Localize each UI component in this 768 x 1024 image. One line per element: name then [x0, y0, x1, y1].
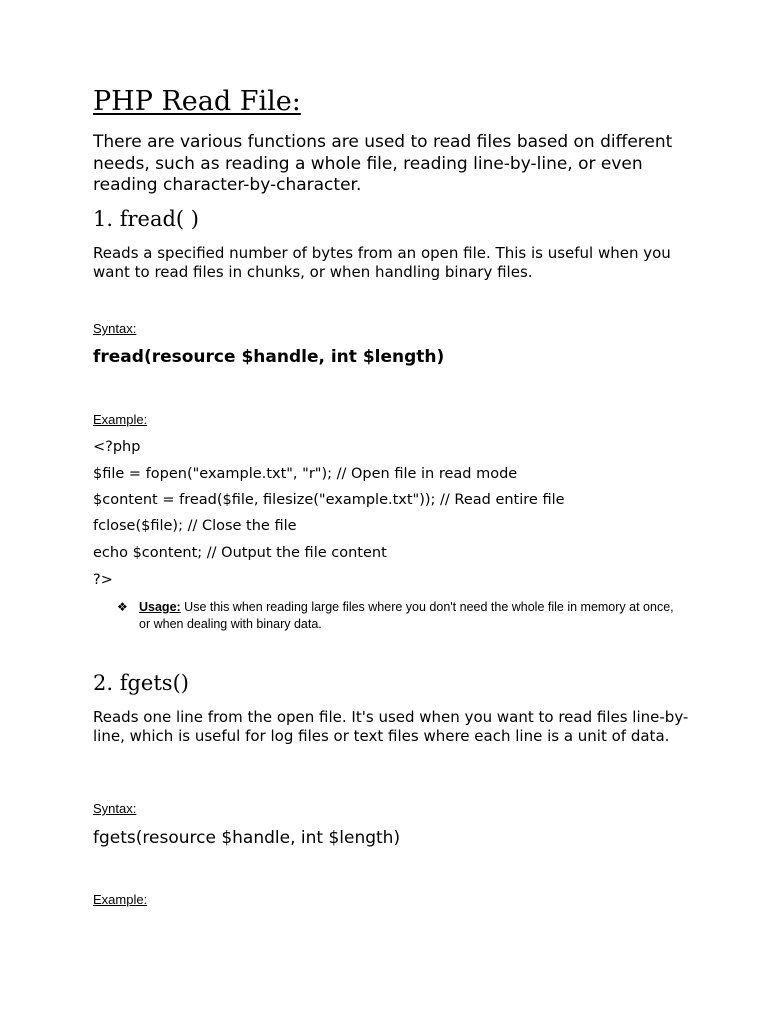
fread-syntax: fread(resource $handle, int $length) [93, 347, 445, 367]
fread-syntax-label: Syntax: [93, 321, 137, 336]
fgets-syntax-label: Syntax: [93, 801, 137, 816]
code-line: <?php [93, 439, 141, 455]
fread-example-label: Example: [93, 412, 148, 427]
fread-description: Reads a specified number of bytes from an open file. This is useful when you want to read files in chunks, or when handling binary files. [93, 244, 671, 281]
code-line: fclose($file); // Close the file [93, 518, 297, 534]
fgets-example-label: Example: [93, 892, 148, 907]
code-line: ?> [93, 572, 113, 588]
usage-description: Use this when reading large files where you don't need the whole file in memory at once, or when dealing with binary data. [139, 600, 674, 631]
fgets-syntax: fgets(resource $handle, int $length) [93, 828, 401, 848]
fgets-description: Reads one line from the open file. It's used when you want to read files line-by-line, which is useful for log files or text files where each line is a unit of data. [93, 708, 689, 745]
code-line: echo $content; // Output the file content [93, 545, 387, 561]
usage-text [139, 599, 677, 633]
code-line: $file = fopen("example.txt", "r"); // Open file in read mode [93, 466, 518, 482]
section-heading-fread: 1. fread( ) [93, 207, 199, 231]
code-line: $content = fread($file, filesize("example.txt")); // Read entire file [93, 492, 565, 508]
usage-label: Usage: [139, 600, 181, 614]
intro-paragraph: There are various functions are used to read files based on different needs, such as reading a whole file, reading line-by-line, or even reading character-by-character. [93, 132, 673, 195]
diamond-bullet-icon: ❖ [117, 600, 128, 614]
usage-bullet [117, 599, 677, 633]
section-heading-fgets: 2. fgets() [93, 671, 189, 695]
page-title: PHP Read File: [93, 86, 301, 117]
